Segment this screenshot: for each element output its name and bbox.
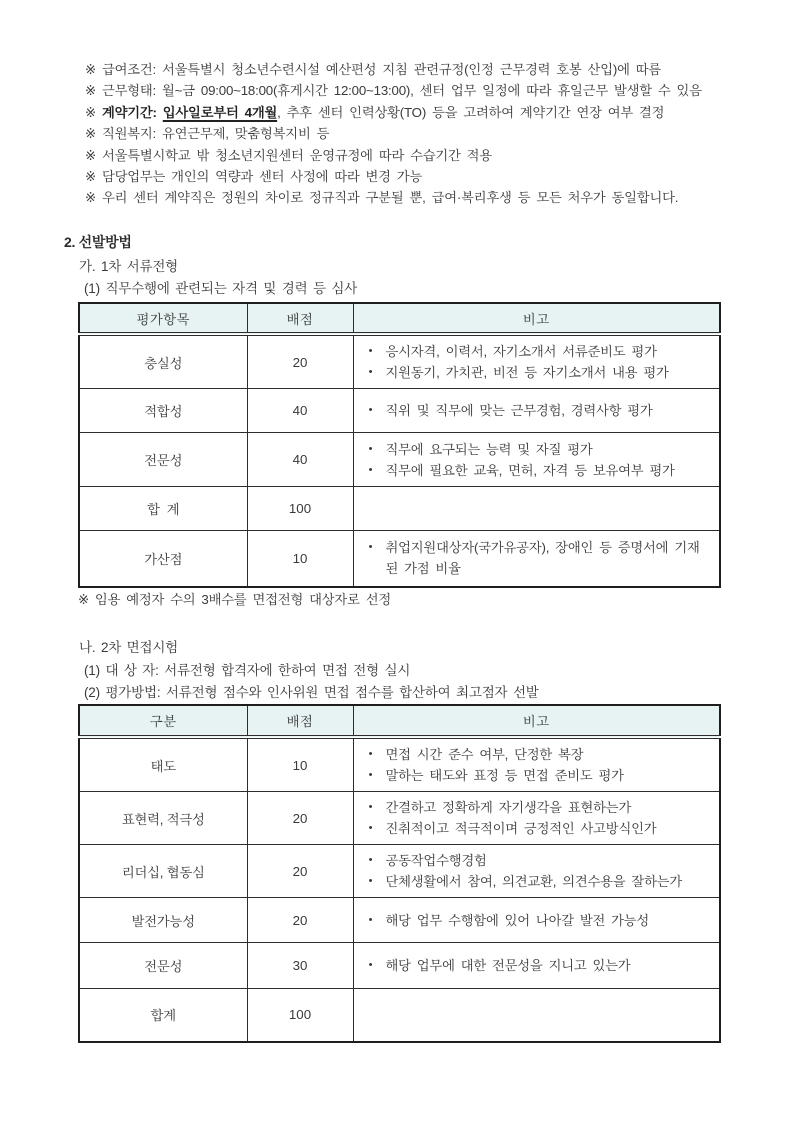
score: 20	[247, 792, 353, 845]
note-text: 담당업무는 개인의 역량과 센터 사정에 따라 변경 가능	[101, 169, 423, 185]
eval-item: 태도	[79, 737, 247, 792]
remark: • 공동작업수행경험	[366, 850, 712, 871]
reference-mark: ※	[85, 62, 96, 77]
table-row	[79, 943, 720, 989]
reference-mark: ※	[85, 169, 96, 185]
note-text: 직원복지: 유연근무제, 맞춤형복지비 등	[101, 126, 330, 142]
eval-item: 적합성	[79, 389, 247, 433]
remarks-cell	[353, 487, 720, 531]
first-round-desc: (1) 직무수행에 관련되는 자격 및 경력 등 심사	[84, 281, 358, 296]
table-row-total	[79, 989, 720, 1042]
remark: • 지원동기, 가치관, 비전 등 자기소개서 내용 평가	[366, 362, 712, 383]
bullet-icon: •	[368, 854, 373, 866]
score: 20	[247, 898, 353, 943]
remark: • 직위 및 직무에 맞는 근무경험, 경력사항 평가	[366, 400, 712, 421]
second-round-desc1: (1) 대 상 자: 서류전형 합격자에 한하여 면접 전형 실시	[84, 663, 411, 678]
subsection-title-second-round: 나. 2차 면접시험	[79, 640, 179, 655]
bullet-icon: •	[368, 404, 373, 416]
table-row	[79, 389, 720, 433]
note-line-worktype	[85, 80, 747, 101]
header-score: 배점	[247, 303, 353, 334]
table-header-row	[79, 705, 720, 737]
table-row	[79, 334, 720, 389]
remark: • 말하는 태도와 표정 등 면접 준비도 평가	[366, 765, 712, 786]
remark: • 진취적이고 적극적이며 긍정적인 사고방식인가	[366, 818, 712, 839]
score: 100	[247, 487, 353, 531]
bullet-icon: •	[368, 801, 373, 813]
header-eval-item: 평가항목	[79, 303, 247, 334]
table-row	[79, 531, 720, 587]
table-row	[79, 845, 720, 898]
note-line-duty	[85, 166, 747, 187]
table-row-total	[79, 487, 720, 531]
remark: • 간결하고 정확하게 자기생각을 표현하는가	[366, 797, 712, 818]
second-round-table-wrap	[78, 704, 721, 1043]
remark: • 해당 업무 수행함에 있어 나아갈 발전 가능성	[366, 910, 712, 931]
remark: • 면접 시간 준수 여부, 단정한 복장	[366, 744, 712, 765]
bullet-icon: •	[368, 875, 373, 887]
eval-item: 전문성	[79, 433, 247, 487]
header-category: 구분	[79, 705, 247, 737]
bullet-icon: •	[368, 442, 373, 455]
note-line-treatment	[85, 187, 747, 208]
note-text: 우리 센터 계약직은 정원의 차이로 정규직과 구분될 뿐, 급여·복리후생 등 모든 처우가 동일합니다.	[101, 190, 679, 206]
reference-mark: ※	[85, 104, 96, 120]
note-line-probation	[85, 145, 747, 166]
remarks-cell	[353, 389, 720, 433]
note-text: 근무형태: 월~금 09:00~18:00(휴게시간 12:00~13:00), 센터 업무 일정에 따라 휴일근무 발생할 수 있음	[101, 83, 702, 99]
remark: • 직무에 필요한 교육, 면허, 자격 등 보유여부 평가	[366, 460, 712, 481]
first-round-table	[78, 302, 721, 588]
header-score: 배점	[247, 705, 353, 737]
score: 40	[247, 433, 353, 487]
contract-label: 계약기간:	[101, 104, 157, 120]
bullet-icon: •	[368, 345, 373, 357]
contract-period: 입사일로부터 4개월	[162, 104, 278, 120]
remark: • 해당 업무에 대한 전문성을 지니고 있는가	[366, 955, 712, 976]
score: 10	[247, 737, 353, 792]
remarks-cell	[353, 898, 720, 943]
eval-item: 가산점	[79, 531, 247, 587]
first-round-table-wrap	[78, 302, 721, 588]
table-row	[79, 792, 720, 845]
eval-item: 합 계	[79, 487, 247, 531]
bullet-icon: •	[368, 769, 373, 781]
remark: • 단체생활에서 참여, 의견교환, 의견수용을 잘하는가	[366, 871, 712, 892]
preamble-notes	[85, 59, 747, 209]
reference-mark: ※	[85, 126, 96, 142]
remark: • 응시자격, 이력서, 자기소개서 서류준비도 평가	[366, 341, 712, 362]
eval-item: 합계	[79, 989, 247, 1042]
second-round-desc2: (2) 평가방법: 서류전형 점수와 인사위원 면접 점수를 합산하여 최고점자 선발	[84, 685, 539, 700]
score: 100	[247, 989, 353, 1042]
remark: • 직무에 요구되는 능력 및 자질 평가	[366, 439, 712, 460]
remarks-cell	[353, 334, 720, 389]
header-remarks: 비고	[353, 303, 720, 334]
eval-item: 리더십, 협동심	[79, 845, 247, 898]
table-header-row	[79, 303, 720, 334]
note-line-salary	[85, 59, 747, 80]
note-text: 급여조건: 서울특별시 청소년수련시설 예산편성 지침 관련규정(인정 근무경력 호봉 산입)에 따름	[101, 62, 661, 77]
score: 40	[247, 389, 353, 433]
eval-item: 표현력, 적극성	[79, 792, 247, 845]
header-remarks: 비고	[353, 705, 720, 737]
first-round-note: ※ 임용 예정자 수의 3배수를 면접전형 대상자로 선정	[78, 592, 391, 607]
table-row	[79, 898, 720, 943]
bullet-icon: •	[368, 959, 373, 971]
eval-item: 전문성	[79, 943, 247, 989]
reference-mark: ※	[85, 147, 96, 163]
score: 20	[247, 845, 353, 898]
score: 30	[247, 943, 353, 989]
bullet-icon: •	[368, 366, 373, 378]
subsection-title-first-round: 가. 1차 서류전형	[79, 259, 179, 274]
table-row	[79, 433, 720, 487]
note-line-contract	[85, 102, 747, 123]
remarks-cell	[353, 989, 720, 1042]
bullet-icon: •	[368, 541, 373, 554]
note-text: , 추후 센터 인력상황(TO) 등을 고려하여 계약기간 연장 여부 결정	[277, 104, 665, 120]
remarks-cell	[353, 845, 720, 898]
eval-item: 충실성	[79, 334, 247, 389]
remarks-cell	[353, 433, 720, 487]
remarks-cell	[353, 792, 720, 845]
remark: • 취업지원대상자(국가유공자), 장애인 등 증명서에 기재된 가점 비율	[366, 537, 712, 579]
section-title-selection-method: 2. 선발방법	[64, 234, 132, 250]
remarks-cell	[353, 737, 720, 792]
score: 20	[247, 334, 353, 389]
remarks-cell	[353, 943, 720, 989]
bullet-icon: •	[368, 822, 373, 834]
note-text: 서울특별시학교 밖 청소년지원센터 운영규정에 따라 수습기간 적용	[101, 147, 492, 163]
score: 10	[247, 531, 353, 587]
second-round-table	[78, 704, 721, 1043]
table-row	[79, 737, 720, 792]
bullet-icon: •	[368, 463, 373, 476]
note-line-welfare	[85, 123, 747, 144]
remarks-cell	[353, 531, 720, 587]
bullet-icon: •	[368, 913, 373, 926]
reference-mark: ※	[85, 83, 96, 99]
reference-mark: ※	[85, 190, 96, 206]
eval-item: 발전가능성	[79, 898, 247, 943]
bullet-icon: •	[368, 748, 373, 760]
